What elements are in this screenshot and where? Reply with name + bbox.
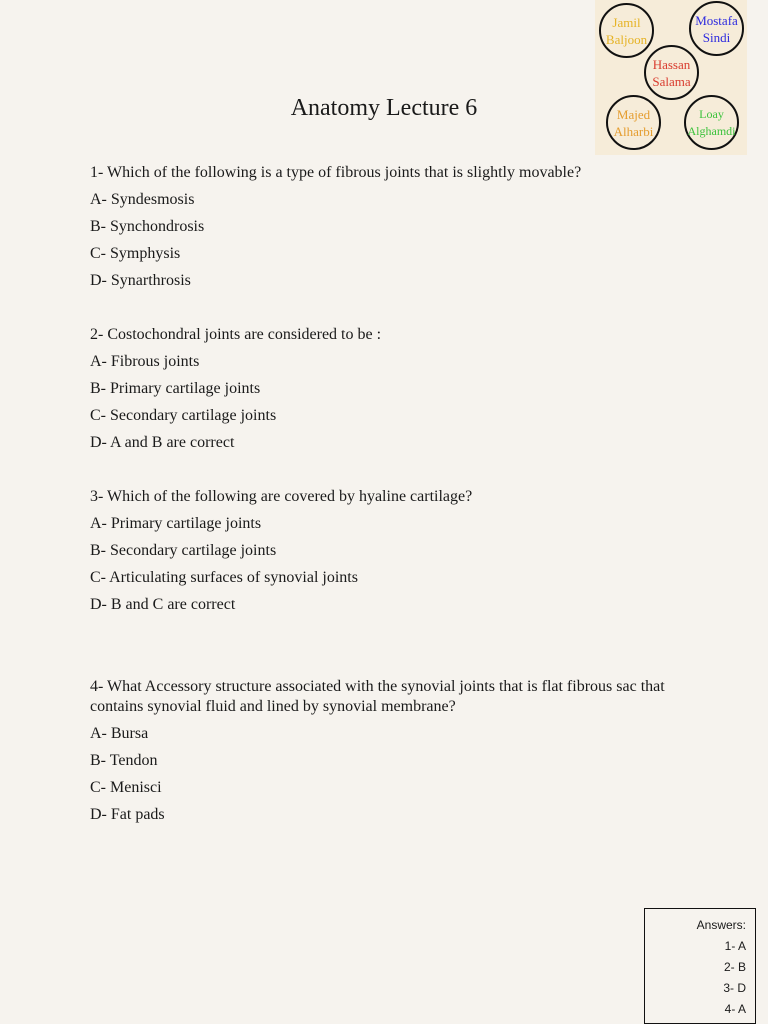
author-first-name: Mostafa [695,12,738,28]
question-stem: 2- Costochondral joints are considered to be : [90,326,382,343]
question-stem: 1- Which of the following is a type of fibrous joints that is slightly movable? [90,164,582,181]
author-circle-jamil [599,3,654,58]
question-stem: 4- What Accessory structure associated with the synovial joints that is flat fibrous sac that contains synovial fluid and lined by synovial membrane? [90,678,665,715]
page-title: Anatomy Lecture 6 [290,95,478,121]
author-last-name: Sindi [702,29,731,45]
answer-item: 2- B [723,960,746,974]
author-first-name: Loay [699,106,724,121]
answer-key-box [644,908,756,1024]
question-1 [90,163,690,298]
authors-logo [595,0,747,155]
option-b: B- Tendon [90,752,158,769]
option-d: D- Synarthrosis [90,272,191,289]
option-a: A- Syndesmosis [90,191,195,208]
author-circle-mostafa [689,1,744,56]
author-circle-hassan [644,45,699,100]
author-first-name: Jamil [612,14,641,30]
option-b: B- Secondary cartilage joints [90,542,277,559]
author-last-name: Alghamdi [687,123,736,138]
option-d: D- B and C are correct [90,596,236,613]
option-c: C- Articulating surfaces of synovial joints [90,569,358,586]
answer-item: 1- A [724,939,746,953]
option-b: B- Primary cartilage joints [90,380,261,397]
answer-key-heading: Answers: [696,918,746,932]
option-a: A- Primary cartilage joints [90,515,262,532]
option-d: D- Fat pads [90,806,165,823]
option-a: A- Bursa [90,725,149,742]
author-first-name: Majed [616,106,651,122]
option-c: C- Symphysis [90,245,181,262]
option-a: A- Fibrous joints [90,353,200,370]
author-last-name: Alharbi [613,123,654,139]
author-last-name: Baljoon [605,31,648,47]
question-4 [90,677,690,832]
author-last-name: Salama [652,73,691,89]
option-c: C- Secondary cartilage joints [90,407,277,424]
answer-item: 3- D [723,981,746,995]
question-2 [90,325,690,460]
option-b: B- Synchondrosis [90,218,205,235]
question-3 [90,487,690,622]
question-stem: 3- Which of the following are covered by hyaline cartilage? [90,488,473,505]
author-first-name: Hassan [652,56,691,72]
answer-item: 4- A [724,1002,746,1016]
option-d: D- A and B are correct [90,434,235,451]
option-c: C- Menisci [90,779,162,796]
